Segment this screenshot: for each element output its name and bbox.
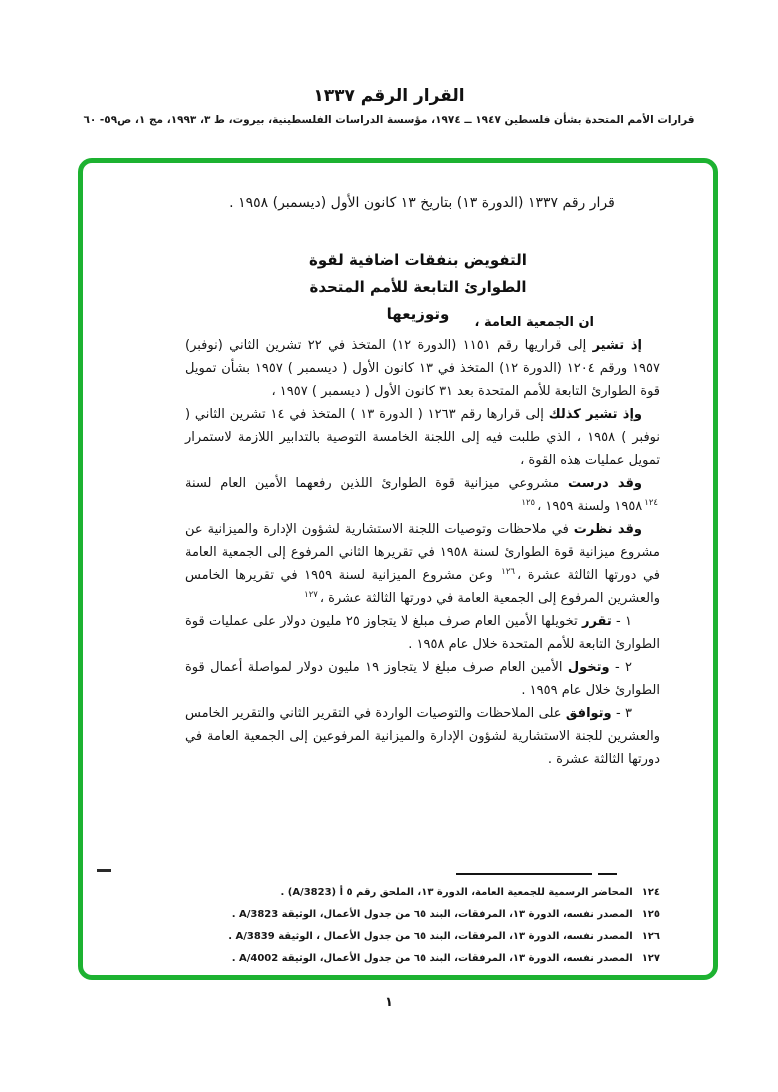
footnote-item: [123, 951, 660, 966]
paragraph-text: على الملاحظات والتوصيات الواردة في التقرير الثاني والتقرير الخامس والعشرين للجنة الاستشارية لشؤون الإدارة والميزانية المرفوعين إلى الجمعية العامة في دورتها الثالثة عشرة .: [185, 706, 660, 767]
resolution-frame: [78, 158, 718, 980]
source-citation: قرارات الأمم المتحدة بشأن فلسطين ١٩٤٧ ــ ١٩٧٤، مؤسسة الدراسات الفلسطينية، بيروت، ط ٣، ١٩٩٣، مج ١، ص٥٩- ٦٠: [83, 114, 695, 126]
paragraph-lead: وقد درست: [568, 476, 642, 491]
paragraph-lead: إذ تشير: [592, 338, 642, 353]
resolution-paragraph: [185, 403, 660, 472]
footnote-separator: [456, 872, 617, 875]
resolution-paragraph: [185, 311, 660, 334]
footnotes-section: [123, 885, 660, 973]
resolution-paragraph: [185, 656, 660, 702]
paragraph-text: وعن مشروع الميزانية لسنة ١٩٥٩ في تقريرها الخامس والعشرين المرفوع إلى الجمعية العامة في دورتها الثالثة عشرة ،: [185, 568, 660, 606]
paragraph-number: ٣ -: [611, 706, 632, 721]
footnote-text: المصدر نفسه، الدورة ١٣، المرفقات، البند ٦٥ من جدول الأعمال، الوثيقة A/3823 .: [231, 909, 633, 920]
paragraph-number: ١ -: [611, 614, 632, 629]
footnote-number: ١٢٧: [641, 953, 660, 964]
document-title: القرار الرقم ١٣٣٧: [313, 86, 465, 106]
paragraph-text: في ملاحظات وتوصيات اللجنة الاستشارية لشؤون الإدارة والميزانية عن مشروع ميزانية قوة الطوارئ لسنة ١٩٥٨ في تقريرها الثاني المرفوع إلى الجمعية العامة في دورتها الثالثة عشرة ،: [185, 522, 660, 583]
subject-line: وتوزيعها: [386, 305, 450, 323]
resolution-paragraph: [185, 472, 660, 518]
footnote-item: [123, 929, 660, 944]
resolution-paragraph: [185, 334, 660, 403]
separator-line: [456, 873, 592, 875]
footnote-text: المصدر نفسه، الدورة ١٣، المرفقات، البند ٦٥ من جدول الأعمال ، الوثيقة A/3839 .: [228, 931, 633, 942]
resolution-paragraph: [185, 518, 660, 610]
footnote-ref: ١٢٦: [501, 566, 515, 577]
footnote-number: ١٢٤: [641, 887, 660, 898]
footnote-text: المصدر نفسه، الدورة ١٣، المرفقات، البند ٦٥ من جدول الأعمال، الوثيقة A/4002 .: [231, 953, 633, 964]
separator-dash: [598, 873, 617, 875]
footnote-ref: ١٢٤: [644, 497, 658, 508]
paragraph-text: الأمين العام صرف مبلغ لا يتجاوز ١٩ مليون دولار لمواصلة أعمال قوة الطوارئ خلال عام ١٩٥٩ .: [185, 660, 660, 698]
paragraph-lead: وقد نظرت: [573, 522, 642, 537]
resolution-date-line: قرار رقم ١٣٣٧ (الدورة ١٣) بتاريخ ١٣ كانون الأول (ديسمبر) ١٩٥٨ .: [229, 195, 615, 211]
scan-stray-mark: [97, 869, 111, 872]
paragraph-lead: وتوافق: [565, 706, 612, 721]
footnote-number: ١٢٦: [641, 931, 660, 942]
paragraph-lead: وإذ تشير كذلك: [548, 407, 643, 422]
resolution-paragraph: [185, 702, 660, 771]
paragraph-lead: وتخول: [567, 660, 610, 675]
paragraph-text: تخويلها الأمين العام صرف مبلغ لا يتجاوز ٢٥ مليون دولار على عمليات قوة الطوارئ التابعة للأمم المتحدة خلال عام ١٩٥٨ .: [185, 614, 660, 652]
page-number: ١: [385, 995, 393, 1010]
footnote-ref: ١٢٥: [521, 497, 536, 508]
subject-line: الطوارئ التابعة للأمم المتحدة: [309, 278, 527, 296]
footnote-ref: ١٢٧: [304, 589, 318, 600]
footnote-text: المحاضر الرسمية للجمعية العامة، الدورة ١٣، الملحق رقم ٥ أ (A/3823) .: [280, 887, 633, 898]
paragraph-number: ٢ -: [609, 660, 632, 675]
footnote-number: ١٢٥: [641, 909, 660, 920]
paragraph-text: مشروعي ميزانية قوة الطوارئ اللذين رفعهما الأمين العام لسنة ١٩٥٨: [185, 476, 643, 514]
footnote-item: [123, 907, 660, 922]
footnote-item: [123, 885, 660, 900]
resolution-paragraph: [185, 610, 660, 656]
resolution-body: [185, 311, 660, 771]
paragraph-text: إلى قراريها رقم ١١٥١ (الدورة ١٢) المتخذ في ٢٢ تشرين الثاني (نوفبر) ١٩٥٧ ورقم ١٢٠٤ (الدورة ١٢) المتخذ في ١٣ كانون الأول ( ديسمبر ) ١٩٥٧ بشأن تمويل قوة الطوارئ التابعة للأمم المتحدة بعد ٣١ كانون الأول ( ديسمبر ) ١٩٥٧ ،: [185, 338, 660, 399]
paragraph-lead: ان الجمعية العامة ،: [474, 315, 594, 330]
subject-line: التفويض بنفقات اضافية لقوة: [309, 251, 527, 269]
paragraph-text: إلى قرارها رقم ١٢٦٣ ( الدورة ١٣ ) المتخذ في ١٤ تشرين الثاني ( نوفبر ) ١٩٥٨ ، الذي طلبت فيه إلى اللجنة الخامسة التوصية بالتدابير اللازمة لاستمرار تمويل عمليات هذه القوة ،: [185, 407, 661, 468]
paragraph-lead: تقرر: [581, 614, 612, 629]
paragraph-text: ولسنة ١٩٥٩ ،: [537, 499, 615, 514]
